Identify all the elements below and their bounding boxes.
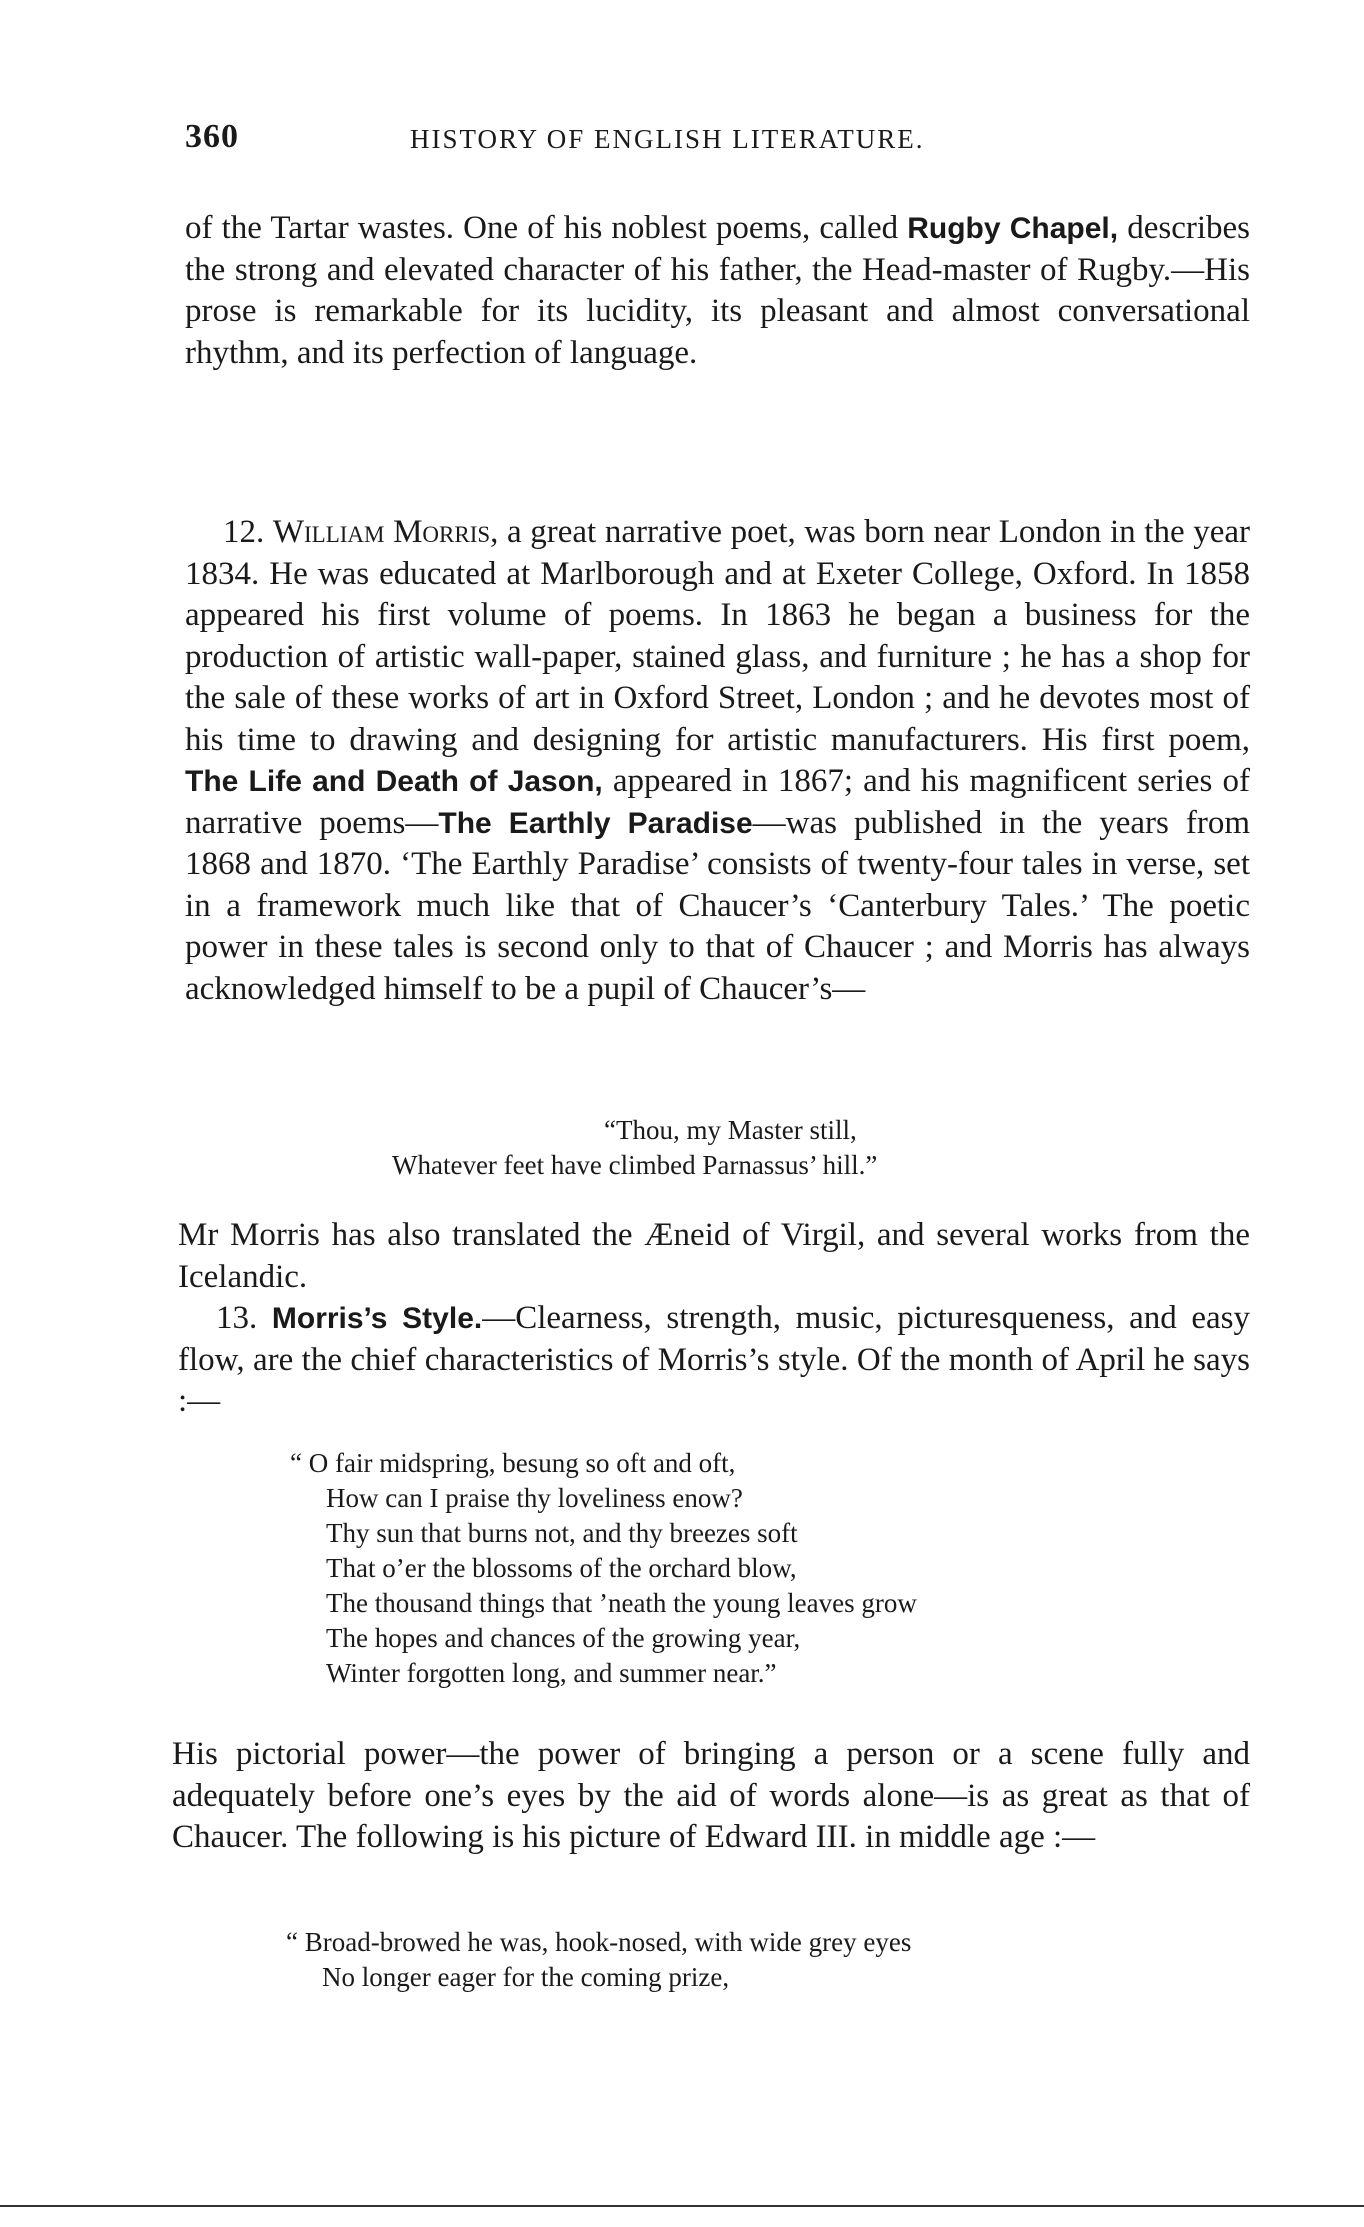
quote-chaucer [392,1113,877,1183]
verse-line: Winter forgotten long, and summer near.” [326,1658,777,1688]
pictorial-text: His pictorial power—the power of bringing a person or a scene fully and adequately before one’s eyes by the aid of words alone—is as great as that of Chaucer. The following is his picture of Edward III. in middle age :— [172,1736,1250,1855]
paragraph-12 [185,512,1250,1010]
aeneid-text: Mr Morris has also translated the Æneid of Virgil, and several works from the Icelandic. [178,1217,1250,1295]
intro-text-1: of the Tartar wastes. One of his noblest poems, called [185,210,908,246]
running-head: HISTORY OF ENGLISH LITERATURE. [410,124,925,154]
author-name-william-morris: William Morris [272,514,491,550]
paragraph-pictorial [172,1734,1250,1859]
poem-title-earthly-paradise: The Earthly Paradise [438,806,753,840]
paragraph-13 [178,1298,1250,1423]
paragraph-aeneid [178,1215,1250,1298]
verse-line: “ O fair midspring, besung so oft and oft, [290,1448,736,1478]
quote-line: Whatever feet have climbed Parnassus’ hill.” [392,1150,878,1180]
verse-line: The hopes and chances of the growing year, [326,1623,801,1653]
section-number-13: 13. [216,1300,272,1336]
para-12-text-3: —was published in the years from 1868 and 1870. ‘The Earthly Paradise’ consists of twenty-four tales in verse, set in a framework much like that of Chaucer’s ‘Canterbury Tales.’ The poetic power in these tales is second only to that of Chaucer ; and Morris has always acknowledged himself to be a pupil of Chaucer’s— [185,804,1250,1007]
page-bottom-rule [0,2205,1364,2207]
quote-edward [286,1925,911,1995]
page-number: 360 [185,118,239,155]
verse-line: The thousand things that ’neath the young leaves grow [326,1588,917,1618]
para-12-text-1: , a great narrative poet, was born near London in the year 1834. He was educated at Marlborough and at Exeter College, Oxford. In 1858 appeared his first volume of poems. In 1863 he began a business for the production of artistic wall-paper, stained glass, and furniture ; he has a shop for the sale of these works of art in Oxford Street, London ; and he devotes most of his time to drawing and designing for artistic manufacturers. His first poem, [185,514,1250,758]
quote-april [290,1446,917,1691]
section-heading-morris-style: Morris’s Style. [271,1302,483,1335]
verse-line: That o’er the blossoms of the orchard blow, [326,1553,797,1583]
para-12-text-2: appeared in 1867; and his magnificent series of narrative poems— [185,763,1250,841]
quote-line: “Thou, my Master still, [604,1115,857,1145]
verse-line: Thy sun that burns not, and thy breezes soft [326,1518,798,1548]
para-13-text: —Clearness, strength, music, picturesqueness, and easy flow, are the chief characteristics of Morris’s style. Of the month of April he says :— [178,1300,1250,1419]
poem-title-jason: The Life and Death of Jason, [185,765,603,798]
intro-text-2: describes the strong and elevated character of his father, the Head-master of Rugby.—His prose is remarkable for its lucidity, its pleasant and almost conversational rhythm, and its perfection of language. [185,210,1250,371]
verse-line: “ Broad-browed he was, hook-nosed, with wide grey eyes [286,1927,912,1957]
verse-line: How can I praise thy loveliness enow? [326,1483,743,1513]
verse-line: No longer eager for the coming prize, [322,1962,730,1992]
page-header [185,118,1250,168]
paragraph-intro [185,208,1250,374]
poem-title-rugby-chapel: Rugby Chapel, [907,212,1119,245]
section-number-12: 12. [223,514,273,550]
